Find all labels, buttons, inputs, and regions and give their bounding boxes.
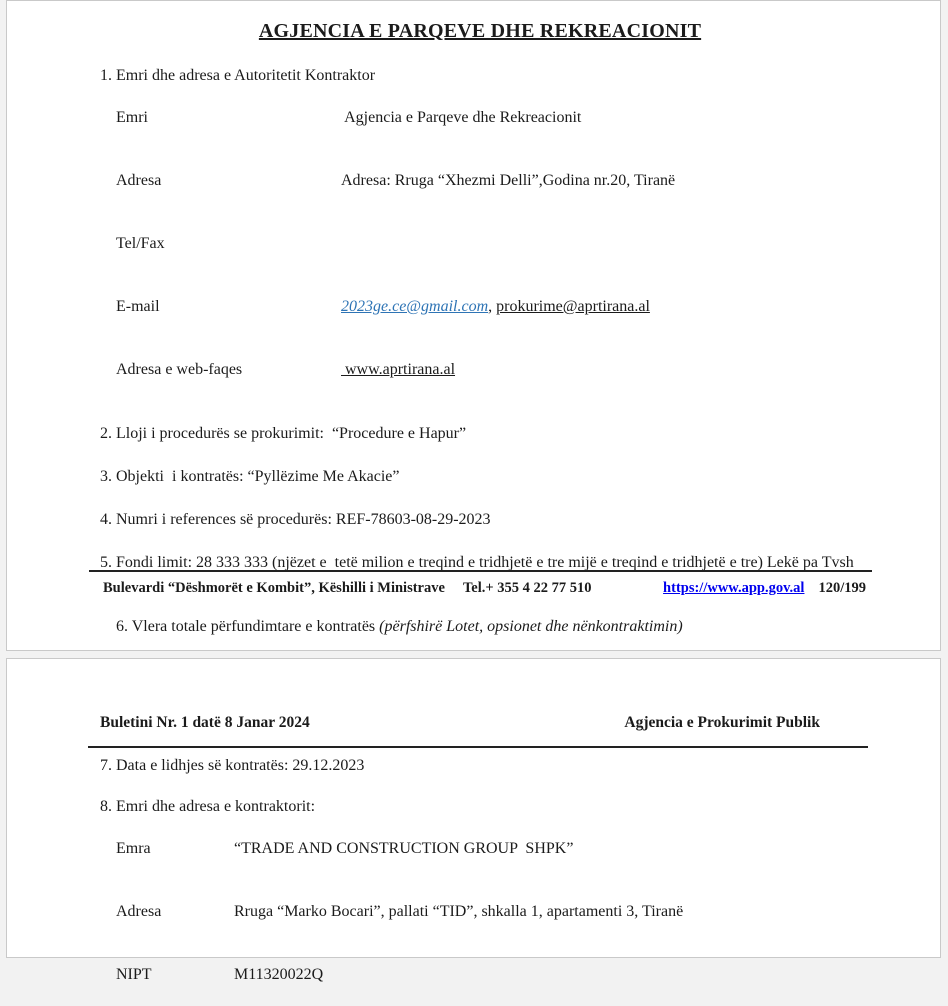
page-2	[6, 658, 941, 983]
field-value-emri: Agjencia e Parqeve dhe Rekreacionit	[341, 109, 582, 126]
field-row-email	[100, 275, 860, 338]
field-row-telfax	[100, 212, 860, 275]
contractor-label-nipt: NIPT	[116, 966, 152, 983]
section-7-text: 7. Data e lidhjes së kontratës: 29.12.2023	[100, 757, 365, 774]
section-3-text: 3. Objekti i kontratës: “Pyllëzime Me Akacie”	[100, 468, 400, 485]
page-1-footer	[89, 570, 872, 598]
footer-address: Bulevardi “Dëshmorët e Kombit”, Këshilli i Ministrave	[103, 580, 445, 596]
contractor-value-emra: “TRADE AND CONSTRUCTION GROUP SHPK”	[234, 840, 574, 857]
section-5-text: 5. Fondi limit: 28 333 333 (njëzet e tetë milion e treqind e tridhjetë e tre mijë e treqind e tridhjetë e tre) Lekë pa Tvsh	[100, 554, 854, 571]
contractor-row-nipt	[100, 943, 860, 1006]
field-label-email: E-mail	[116, 298, 160, 315]
contractor-row-emra	[100, 817, 860, 880]
contractor-label-adresa: Adresa	[116, 903, 162, 920]
section-4-text: 4. Numri i references së procedurës: REF-78603-08-29-2023	[100, 511, 491, 528]
email-separator: ,	[488, 298, 497, 315]
section-6-heading-italic: (përfshirë Lotet, opsionet dhe nënkontraktimin)	[379, 618, 683, 635]
field-row-adresa	[100, 149, 860, 212]
website-link[interactable]: www.aprtirana.al	[341, 361, 456, 378]
section-6-heading	[100, 595, 860, 658]
email-link-secondary[interactable]: prokurime@aprtirana.al	[496, 298, 650, 315]
footer-app-link[interactable]: https://www.app.gov.al	[663, 580, 805, 596]
bulletin-title: Buletini Nr. 1 datë 8 Janar 2024	[100, 714, 310, 731]
email-link-primary[interactable]: 2023ge.ce@gmail.com	[341, 298, 489, 315]
field-row-web	[100, 338, 860, 401]
page-2-header	[100, 712, 860, 733]
contractor-value-nipt: M11320022Q	[234, 966, 324, 983]
field-label-adresa: Adresa	[116, 172, 162, 189]
section-1-heading: 1. Emri dhe adresa e Autoritetit Kontraktor	[100, 67, 376, 84]
section-8-heading: 8. Emri dhe adresa e kontraktorit:	[100, 798, 316, 815]
document-title: AGJENCIA E PARQEVE DHE REKREACIONIT	[258, 20, 702, 42]
field-label-web: Adresa e web-faqes	[116, 361, 243, 378]
footer-page-number: 120/199	[818, 580, 866, 596]
field-row-emri	[100, 86, 860, 149]
agency-name: Agjencia e Prokurimit Publik	[624, 714, 820, 731]
contractor-label-emra: Emra	[116, 840, 151, 857]
contractor-value-adresa: Rruga “Marko Bocari”, pallati “TID”, shkalla 1, apartamenti 3, Tiranë	[234, 903, 684, 920]
footer-tel: Tel.+ 355 4 22 77 510	[462, 580, 592, 596]
footer-text	[89, 572, 872, 598]
footer-right-group	[663, 579, 866, 598]
field-label-emri: Emri	[116, 109, 148, 126]
header-divider	[88, 746, 868, 748]
field-value-adresa: Adresa: Rruga “Xhezmi Delli”,Godina nr.20, Tiranë	[341, 172, 676, 189]
section-2-text: 2. Lloji i procedurës se prokurimit: “Procedure e Hapur”	[100, 425, 467, 442]
section-6-heading-regular: 6. Vlera totale përfundimtare e kontratës	[116, 618, 380, 635]
page-1	[6, 0, 941, 651]
field-label-telfax: Tel/Fax	[116, 235, 165, 252]
contractor-row-adresa	[100, 880, 860, 943]
